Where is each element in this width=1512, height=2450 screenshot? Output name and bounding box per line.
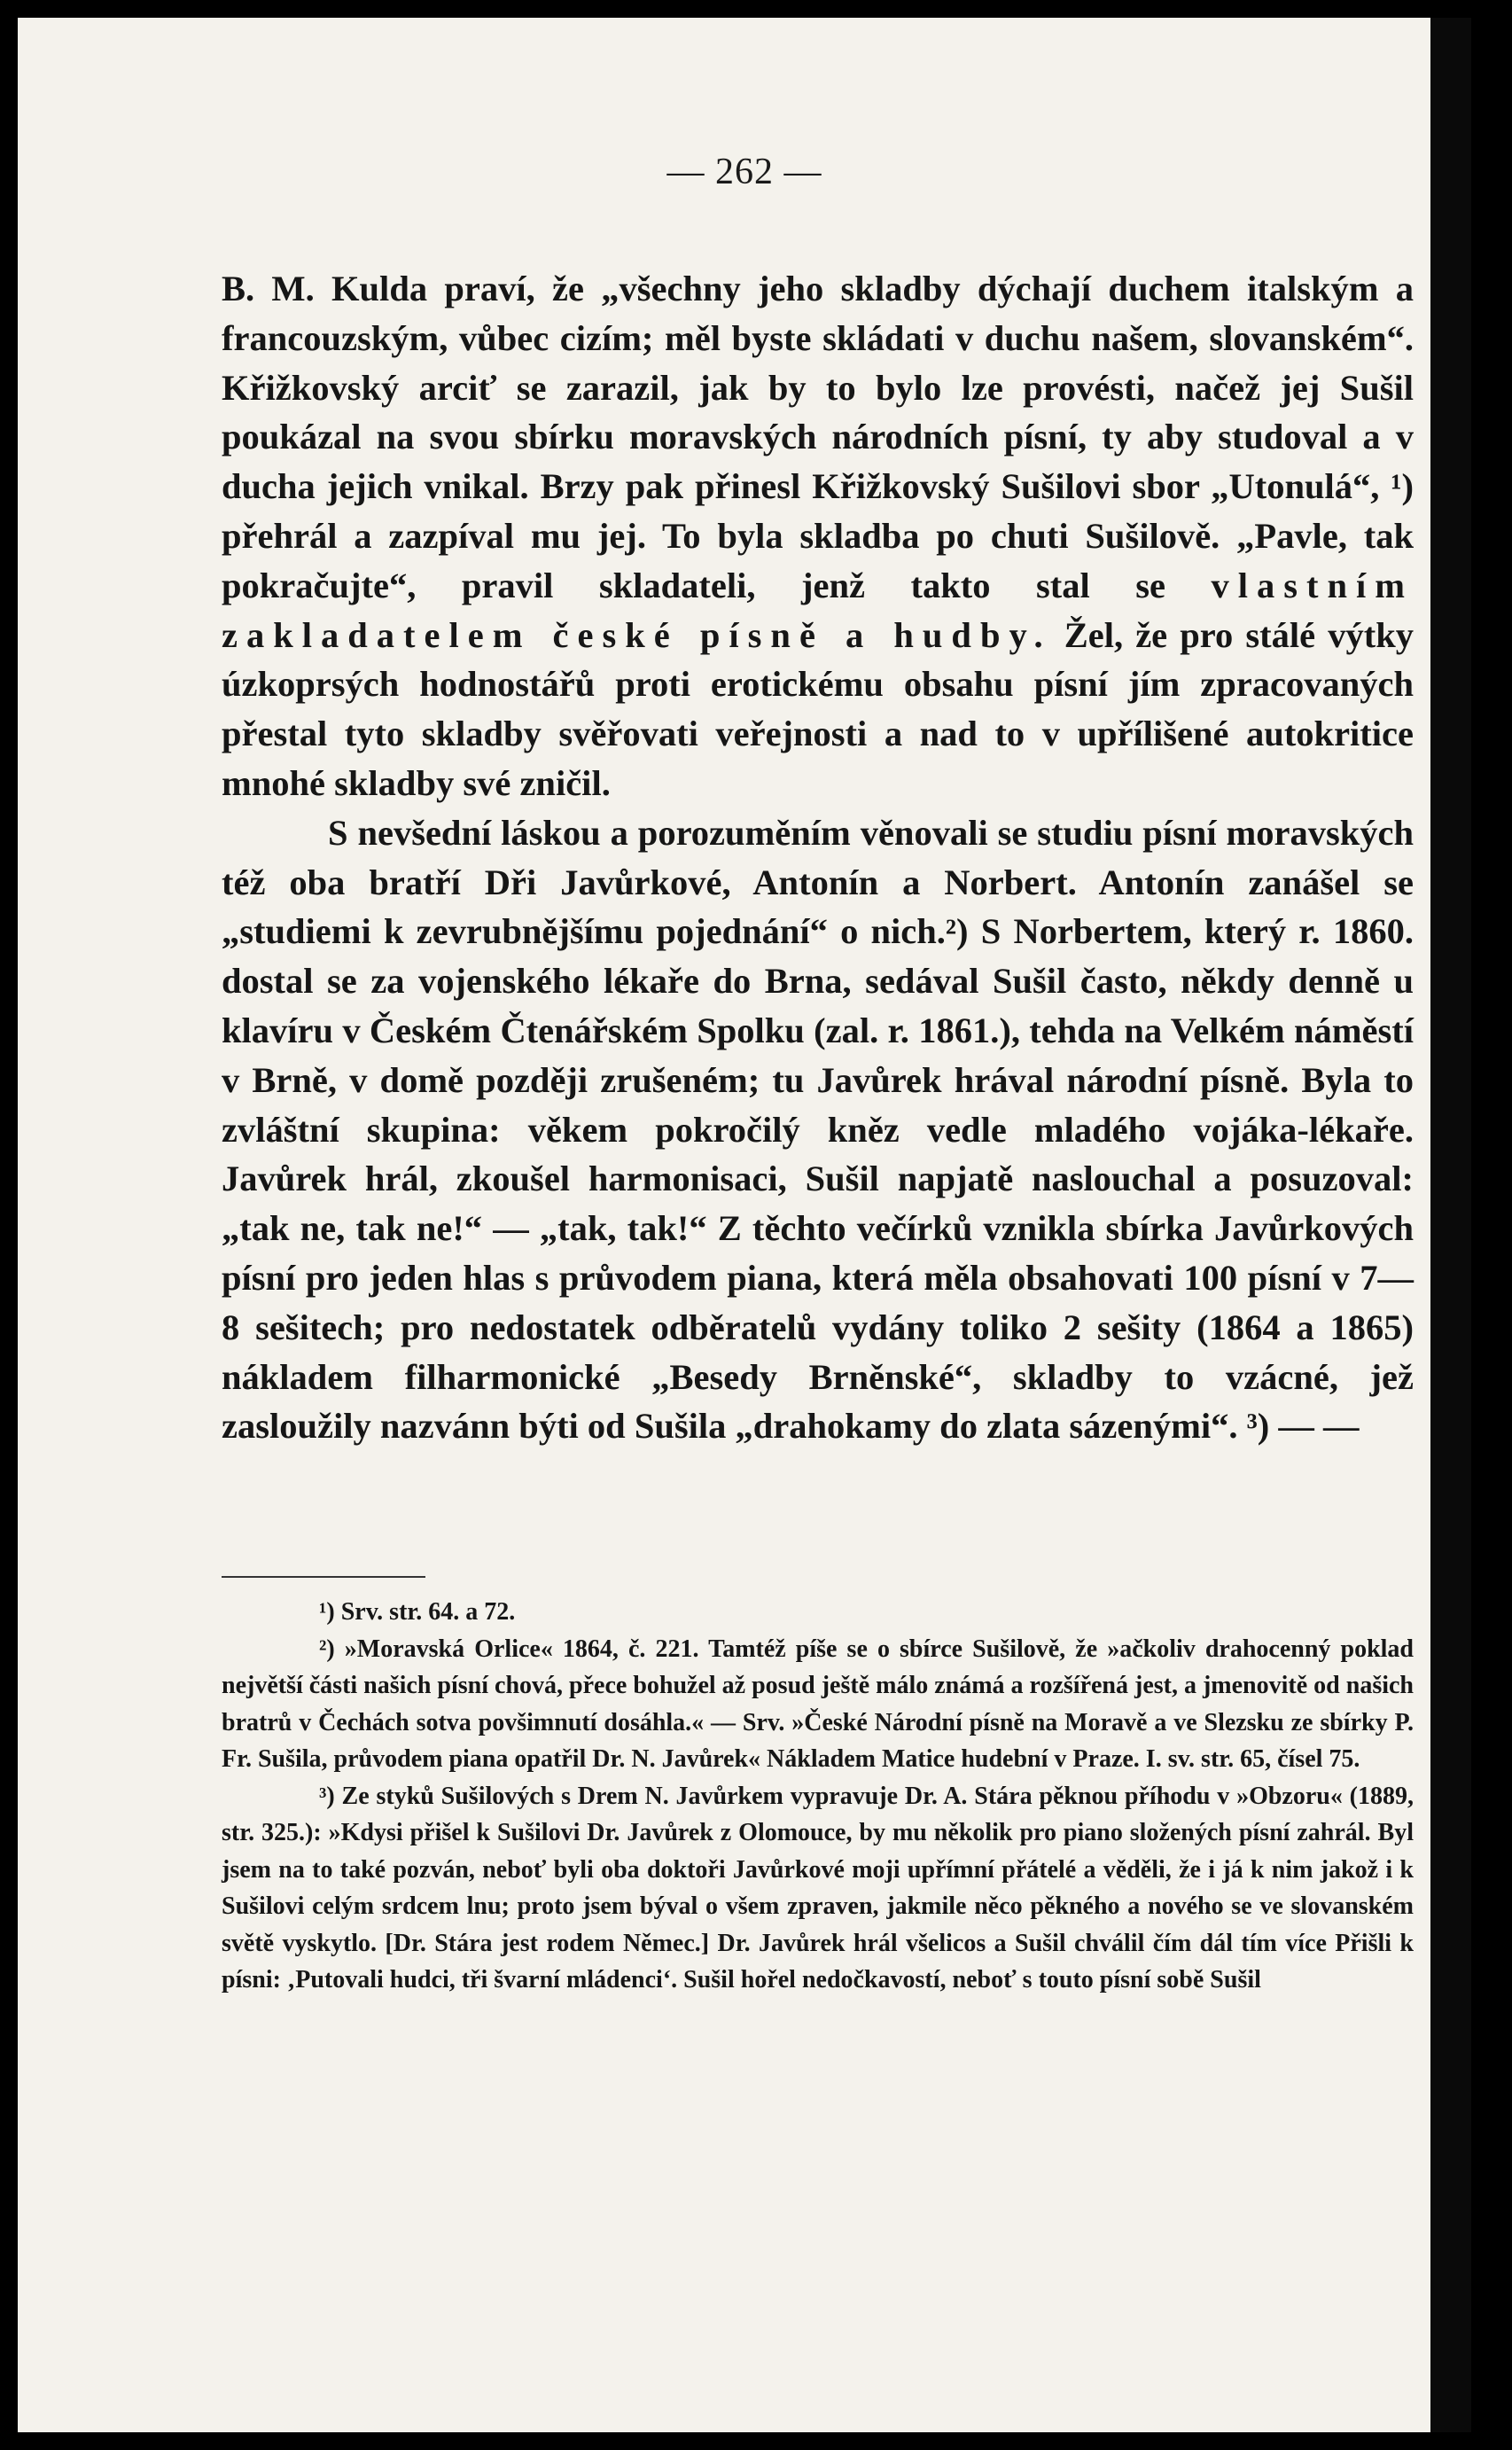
main-text xyxy=(222,264,1414,1451)
emphasized-phrase: vlastním zakladatelem české písně a hudby. xyxy=(222,565,1414,655)
book-page xyxy=(18,18,1471,2432)
page-edge-shadow xyxy=(1430,18,1471,2432)
paragraph-1 xyxy=(222,264,1414,808)
footnotes xyxy=(222,1594,1414,1999)
paragraph-1-end: Žel, že pro stálé výtky úzkoprsých hodnostářů proti erotickému obsahu písní jím zpracovaných přestal tyto skladby svěřovati veřejnosti a nad to v upřílišené autokritice mnohé skladby své zničil. xyxy=(222,614,1414,803)
footnote-1: ¹) Srv. str. 64. a 72. xyxy=(319,1598,516,1626)
page-number: — 262 — xyxy=(666,152,822,192)
paragraph-1-start: B. M. Kulda praví, že „všechny jeho skladby dýchají duchem italským a francouzským, vůbec cizím; měl byste skládati v duchu našem, slovanském“. Křižkovský arciť se zarazil, jak by to bylo lze provésti, načež jej Sušil poukázal na svou sbírku moravských národních písní, ty aby studoval a v ducha jejich vnikal. Brzy pak přinesl Křižkovský Sušilovi sbor „Utonulá“, ¹) přehrál a zazpíval mu jej. To byla skladba po chuti Sušilově. „Pavle, tak pokračujte“, pravil skladateli, jenž takto stal se xyxy=(222,269,1414,605)
footnote-separator xyxy=(222,1576,425,1578)
paragraph-2: S nevšední láskou a porozuměním věnovali se studiu písní moravských též oba bratří Dři Javůrkové, Antonín a Norbert. Antonín zanášel se „studiemi k zevrubnějšímu pojednání“ o nich.²) S Norbertem, který r. 1860. dostal se za vojenského lékaře do Brna, sedával Sušil často, někdy denně u klavíru v Českém Čtenářském Spolku (zal. r. 1861.), tehda na Velkém náměstí v Brně, v domě později zrušeném; tu Javůrek hrával národní písně. Byla to zvláštní skupina: věkem pokročilý kněz vedle mladého vojáka-lékaře. Javůrek hrál, zkoušel harmonisaci, Sušil napjatě naslouchal a posuzoval: „tak ne, tak ne!“ — „tak, tak!“ Z těchto večírků vznikla sbírka Javůrkových písní pro jeden hlas s průvodem piana, která měla obsahovati 100 písní v 7—8 sešitech; pro nedostatek odběratelů vydány toliko 2 sešity (1864 a 1865) nákladem filharmonické „Besedy Brněnské“, skladby to vzácné, jež zasloužily nazvánn býti od Sušila „drahokamy do zlata sázenými“. ³) — — xyxy=(222,812,1414,1447)
footnote-2: ²) »Moravská Orlice« 1864, č. 221. Tamtéž píše se o sbírce Sušilově, že »ačkoliv drahocenný poklad největší části našich písní chová, přece bohužel až posud ještě málo známá a rozšířená jest, a jmenovitě od našich bratrů v Čechách sotva povšimnutí dosáhla.« — Srv. »České Národní písně na Moravě a ve Slezsku ze sbírky P. Fr. Sušila, průvodem piana opatřil Dr. N. Javůrek« Nákladem Matice hudební v Praze. I. sv. str. 65, čísel 75. xyxy=(222,1635,1414,1773)
footnote-3: ³) Ze styků Sušilových s Drem N. Javůrkem vypravuje Dr. A. Stára pěknou příhodu v »Obzoru« (1889, str. 325.): »Kdysi přišel k Sušilovi Dr. Javůrek z Olomouce, by mu několik pro piano složených písní zahrál. Byl jsem na to také pozván, neboť byli oba doktoři Javůrkové moji upřímní přátelé a věděli, že i já k nim jakož i k Sušilovi celým srdcem lnu; proto jsem býval o všem zpraven, jakmile něco pěkného a nového se ve slovanském světě vyskytlo. [Dr. Stára jest rodem Němec.] Dr. Javůrek hrál všelicos a Sušil chválil čím dál tím více Přišli k písni: ‚Putovali hudci, tři švarní mládenci‘. Sušil hořel nedočkavostí, neboť s touto písní sobě Sušil xyxy=(222,1782,1414,1994)
